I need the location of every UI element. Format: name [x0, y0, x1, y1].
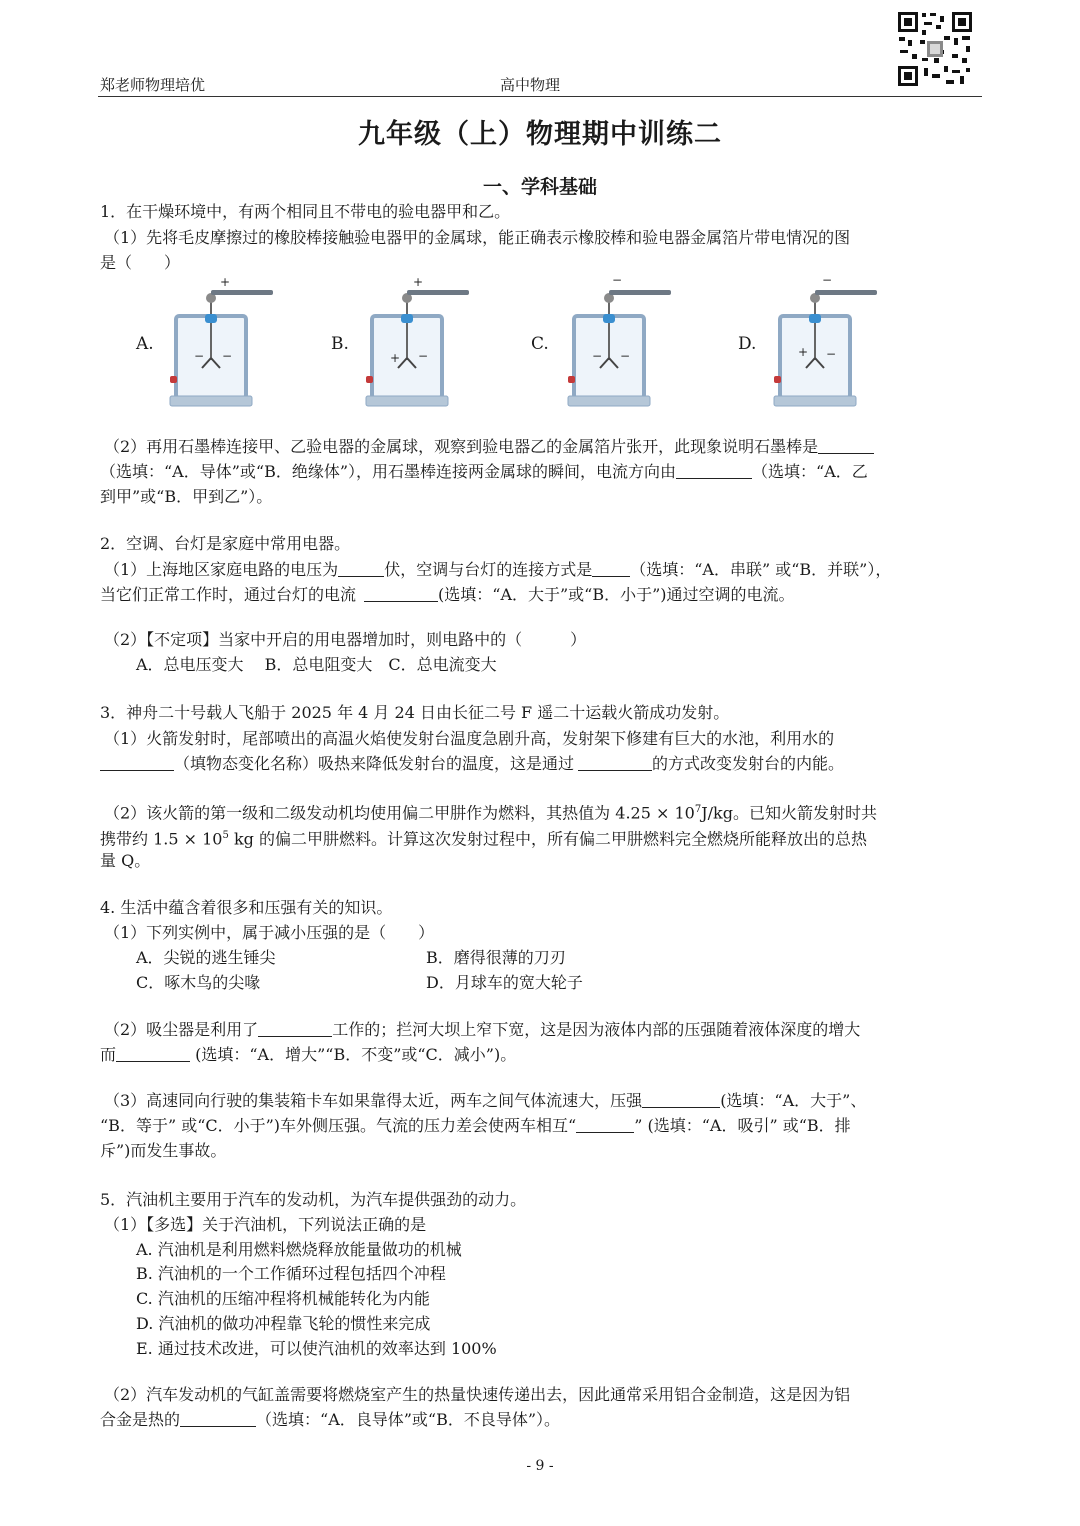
- q5-conductor-blank[interactable]: [180, 1410, 256, 1427]
- q4-option-d: D．月球车的宽大轮子: [426, 973, 583, 992]
- q1-part2-line2: [100, 462, 868, 482]
- q2-part1-text-e: (选填：“A．大于”或“B．小于”)通过空调的电流。: [438, 585, 795, 604]
- qr-code-icon: [896, 10, 974, 88]
- q4-part3-line2: [100, 1116, 851, 1136]
- q2-part1-text-d: 当它们正常工作时，通过台灯的电流: [100, 585, 357, 604]
- q2-part2-line1: （2）【不定项】当家中开启的用电器增加时，则电路中的（ ）: [104, 630, 587, 649]
- q2-part1-line2: [100, 585, 795, 605]
- rod-sign-d: −: [822, 273, 833, 287]
- q5-option-e: E. 通过技术改进，可以使汽油机的效率达到 100%: [136, 1339, 497, 1358]
- q3-part1-line2: [100, 754, 844, 774]
- q2-part2-options: A．总电压变大 B．总电阻变大 C．总电流变大: [136, 655, 497, 674]
- q3-part2-text-d: kg 的偏二甲肼燃料。计算这次发射过程中，所有偏二甲肼燃料完全燃烧所能释放出的总热: [228, 829, 867, 849]
- q3-stem: 3．神舟二十号载人飞船于 2025 年 4 月 24 日由长征二号 F 遥二十运载火箭成功发射。: [100, 703, 730, 722]
- q3-part2-text-b: J/kg。已知火箭发射时共: [701, 803, 877, 823]
- header-divider: [98, 96, 982, 97]
- q1-stem: 1．在干燥环境中，有两个相同且不带电的验电器甲和乙。: [100, 202, 511, 221]
- q4-part2-text-b: 工作的；拦河大坝上窄下宽，这是因为液体内部的压强随着液体深度的增大: [332, 1020, 861, 1039]
- page-number: - 9 -: [526, 1458, 554, 1474]
- header-left-text: 郑老师物理培优: [100, 76, 206, 94]
- q3-method-blank[interactable]: [578, 754, 652, 771]
- q3-part2-text-a: （2）该火箭的第一级和二级发动机均使用偏二甲肼作为燃料，其热值为 4.25 × 10: [104, 803, 695, 823]
- left-foil-sign-b: +: [390, 351, 401, 365]
- page-title: 九年级（上）物理期中训练二: [358, 119, 722, 150]
- q2-stem: 2．空调、台灯是家庭中常用电器。: [100, 534, 351, 553]
- q1-part2-text-c: （选填：“A．乙: [752, 462, 868, 481]
- right-foil-sign-d: −: [826, 347, 837, 361]
- q3-part1-text-b: 的方式改变发射台的内能。: [652, 754, 845, 773]
- q3-part2-line1: [104, 800, 877, 823]
- q5-part2-text-a: 合金是热的: [100, 1410, 181, 1429]
- q4-part2-text-c: 而: [100, 1045, 117, 1064]
- q1-part1-line2: 是（ ）: [100, 253, 181, 272]
- q4-part2-text-d: (选填：“A．增大”“B．不变”或“C．减小”)。: [190, 1045, 517, 1064]
- q5-part2-text-b: （选填：“A．良导体”或“B．不良导体”）。: [256, 1410, 561, 1429]
- q1-part2-blank-2[interactable]: [676, 462, 752, 479]
- q5-part2-line2: [100, 1410, 560, 1430]
- q4-vacuum-principle-blank[interactable]: [258, 1020, 332, 1037]
- q1-option-b-label: B.: [331, 334, 349, 354]
- q1-part2-blank-1[interactable]: [818, 437, 874, 454]
- q3-phase-change-blank[interactable]: [100, 754, 174, 771]
- left-foil-sign-a: −: [194, 349, 205, 363]
- q1-part1-line1: （1）先将毛皮摩擦过的橡胶棒接触验电器甲的金属球，能正确表示橡胶棒和验电器金属箔片带电情况的图: [104, 228, 851, 247]
- q5-option-d: D. 汽油机的做功冲程靠飞轮的惯性来完成: [136, 1314, 431, 1333]
- q2-connection-blank[interactable]: [592, 560, 630, 577]
- q1-option-a-label: A.: [136, 334, 154, 354]
- right-foil-sign-b: −: [418, 349, 429, 363]
- q2-part1-text-a: （1）上海地区家庭电路的电压为: [104, 560, 339, 579]
- q5-part2-line1: （2）汽车发动机的气缸盖需要将燃烧室产生的热量快速传递出去，因此通常采用铝合金制造，这是因为铝: [104, 1385, 851, 1404]
- q2-voltage-blank[interactable]: [338, 560, 384, 577]
- right-foil-sign-a: −: [222, 349, 233, 363]
- rod-sign-c: −: [612, 273, 623, 287]
- q4-option-c: C．啄木鸟的尖喙: [136, 973, 261, 992]
- q5-option-b: B. 汽油机的一个工作循环过程包括四个冲程: [136, 1264, 446, 1283]
- q4-option-a: A．尖锐的逃生锤尖: [136, 948, 276, 967]
- q2-current-blank[interactable]: [364, 585, 438, 602]
- q5-option-c: C. 汽油机的压缩冲程将机械能转化为内能: [136, 1289, 430, 1308]
- left-foil-sign-d: +: [798, 345, 809, 359]
- q4-option-b: B．磨得很薄的刀刃: [426, 948, 566, 967]
- q2-part1-text-c: （选填：“A．串联” 或“B．并联”），: [630, 560, 892, 579]
- electroscope-figure-c: [566, 272, 676, 410]
- q1-part2-line3: 到甲”或“B．甲到乙”）。: [100, 487, 273, 506]
- q3-part2-text-c: 携带约 1.5 × 10: [100, 829, 223, 849]
- rod-sign-b: +: [413, 275, 424, 289]
- q4-part3-text-a: （3）高速同向行驶的集装箱卡车如果靠得太近，两车之间气体流速大，压强: [104, 1091, 643, 1110]
- q1-part2-line1: [104, 437, 874, 457]
- q4-pressure-compare-blank[interactable]: [642, 1091, 720, 1108]
- rod-sign-a: +: [220, 275, 231, 289]
- left-foil-sign-c: −: [592, 349, 603, 363]
- q4-part3-line1: [104, 1091, 866, 1111]
- right-foil-sign-c: −: [620, 349, 631, 363]
- section-heading: 一、学科基础: [482, 176, 597, 198]
- q4-part2-text-a: （2）吸尘器是利用了: [104, 1020, 259, 1039]
- q4-part2-line1: [104, 1020, 860, 1040]
- q4-part1-line1: （1）下列实例中，属于减小压强的是（ ）: [104, 923, 435, 942]
- q1-part2-text-a: （2）再用石墨棒连接甲、乙验电器的金属球，观察到验电器乙的金属箔片张开，此现象说明石墨棒是: [104, 437, 819, 456]
- q3-part1-text-a: （填物态变化名称）吸热来降低发射台的温度，这是通过: [174, 754, 575, 773]
- q5-option-a: A. 汽油机是利用燃料燃烧释放能量做功的机械: [136, 1240, 462, 1259]
- q3-heat-value-exponent: 7: [694, 804, 702, 815]
- q1-option-c-label: C.: [531, 334, 549, 354]
- electroscope-figure-b: [364, 272, 474, 410]
- q3-mass-exponent: 5: [222, 830, 229, 841]
- q4-pressure-change-blank[interactable]: [116, 1045, 190, 1062]
- q5-part1-line1: （1）【多选】关于汽油机，下列说法正确的是: [104, 1215, 427, 1234]
- q4-stem: 4. 生活中蕴含着很多和压强有关的知识。: [100, 898, 393, 917]
- q2-part1-line1: [104, 560, 891, 580]
- header-center-text: 高中物理: [500, 76, 561, 94]
- q4-part3-text-d: ” (选填：“A．吸引” 或“B．排: [634, 1116, 851, 1135]
- q1-option-d-label: D.: [738, 334, 757, 354]
- q3-part2-line3: 量 Q。: [100, 851, 151, 870]
- q3-part2-line2: [100, 826, 867, 849]
- q4-part3-line3: 斥”)而发生事故。: [100, 1141, 227, 1160]
- q4-force-direction-blank[interactable]: [576, 1116, 634, 1133]
- q4-part3-text-b: (选填：“A．大于”、: [720, 1091, 867, 1110]
- q4-part2-line2: [100, 1045, 516, 1065]
- electroscope-figure-a: [168, 272, 278, 410]
- q4-part3-text-c: “B．等于” 或“C．小于”)车外侧压强。气流的压力差会使两车相互“: [100, 1116, 577, 1135]
- electroscope-figure-d: [772, 272, 882, 410]
- q3-part1-line1: （1）火箭发射时，尾部喷出的高温火焰使发射台温度急剧升高，发射架下修建有巨大的水池，利用水的: [104, 729, 835, 748]
- q2-part1-text-b: 伏，空调与台灯的连接方式是: [384, 560, 593, 579]
- q5-stem: 5．汽油机主要用于汽车的发动机，为汽车提供强劲的动力。: [100, 1190, 527, 1209]
- q1-part2-text-b: （选填：“A．导体”或“B．绝缘体”），用石墨棒连接两金属球的瞬间，电流方向由: [100, 462, 677, 481]
